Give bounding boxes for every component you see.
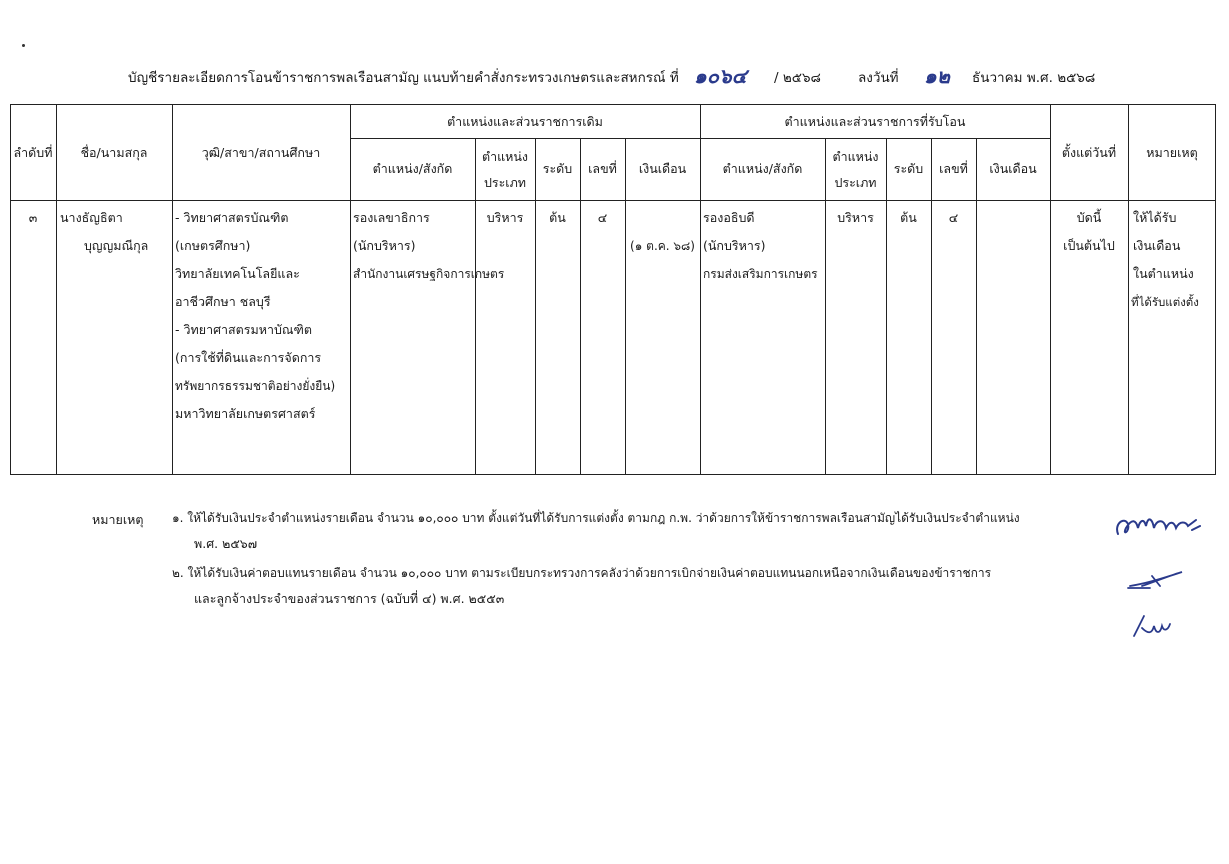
note-1-line-2: พ.ศ. ๒๕๖๗	[194, 536, 258, 551]
new-number: ๔	[948, 210, 959, 225]
note-1-line-1: ๑. ให้ได้รับเงินประจำตำแหน่งรายเดือน จำนวน ๑๐,๐๐๐ บาท ตั้งแต่วันที่ได้รับการแต่งตั้ง ตามกฎ ก.พ. ว่าด้วยการให้ข้าราชการพลเรือนสามัญได้รับเงินประจำตำแหน่ง	[172, 511, 1020, 525]
note-2-line-1: ๒. ให้ได้รับเงินค่าตอบแทนรายเดือน จำนวน ๑๐,๐๐๐ บาท ตามระเบียบกระทรวงการคลังว่าด้วยการเบิกจ่ายเงินค่าตอบแทนนอกเหนือจากเงินเดือนของข้าราชการ	[172, 566, 992, 580]
header-seq: ลำดับที่	[13, 145, 53, 160]
degree-line: (เกษตรศึกษา)	[175, 238, 251, 253]
title-month-year: ธันวาคม พ.ศ. ๒๕๖๘	[972, 70, 1096, 86]
signature-initials-2	[1124, 564, 1194, 594]
header-old-type-l1: ตำแหน่ง	[481, 149, 529, 164]
signature-initials-3	[1128, 610, 1188, 640]
header-remark: หมายเหตุ	[1146, 145, 1198, 160]
header-effective: ตั้งแต่วันที่	[1061, 145, 1117, 160]
new-position-line: รองอธิบดี	[703, 210, 755, 225]
header-new-type-l1: ตำแหน่ง	[832, 149, 879, 164]
header-old-group: ตำแหน่งและส่วนราชการเดิม	[447, 114, 603, 129]
old-position-line: (นักบริหาร)	[353, 238, 416, 253]
remark-line: ในตำแหน่ง	[1133, 266, 1194, 281]
degree-line: - วิทยาศาสตรบัณฑิต	[175, 210, 289, 225]
notes-label: หมายเหตุ	[92, 512, 144, 527]
header-old-type-l2: ประเภท	[483, 175, 527, 190]
row-seq: ๓	[28, 210, 38, 225]
header-new-position: ตำแหน่ง/สังกัด	[722, 161, 803, 176]
header-old-level: ระดับ	[542, 161, 573, 176]
old-type: บริหาร	[486, 210, 524, 225]
effective-l2: เป็นต้นไป	[1063, 238, 1115, 253]
old-number: ๔	[597, 210, 608, 225]
title-year: / ๒๕๖๘	[774, 70, 821, 86]
header-new-group: ตำแหน่งและส่วนราชการที่รับโอน	[784, 114, 966, 129]
header-new-salary: เงินเดือน	[989, 161, 1037, 176]
new-type: บริหาร	[837, 210, 874, 225]
old-position-line: รองเลขาธิการ	[353, 210, 430, 225]
header-new-type-l2: ประเภท	[834, 175, 877, 190]
transfer-table	[10, 104, 1216, 476]
old-salary: (๑ ต.ค. ๖๘)	[630, 239, 695, 253]
header-old-salary: เงินเดือน	[638, 161, 687, 176]
effective-l1: บัดนี้	[1076, 210, 1102, 225]
new-position-line: กรมส่งเสริมการเกษตร	[703, 267, 818, 281]
header-new-level: ระดับ	[893, 161, 924, 176]
order-number-handwritten: ๑๐๖๔	[694, 64, 747, 88]
header-new-number: เลขที่	[939, 161, 968, 176]
degree-line: มหาวิทยาลัยเกษตรศาสตร์	[175, 406, 316, 421]
note-2-line-2: และลูกจ้างประจำของส่วนราชการ (ฉบับที่ ๔) พ.ศ. ๒๕๕๓	[194, 591, 505, 606]
remark-line: ให้ได้รับ	[1133, 210, 1177, 225]
order-day-handwritten: ๑๒	[924, 64, 950, 88]
scan-speck	[22, 44, 25, 47]
degree-line: อาชีวศึกษา ชลบุรี	[175, 294, 271, 309]
row-name-last: บุญญมณีกุล	[84, 238, 149, 253]
remark-line: ที่ได้รับแต่งตั้ง	[1131, 295, 1199, 309]
new-position-line: (นักบริหาร)	[703, 238, 766, 253]
degree-line: - วิทยาศาสตรมหาบัณฑิต	[175, 322, 313, 337]
signature-initials-1	[1112, 506, 1212, 546]
degree-line: วิทยาลัยเทคโนโลยีและ	[175, 266, 300, 281]
degree-line: (การใช้ที่ดินและการจัดการ	[175, 350, 322, 365]
degree-line: ทรัพยากรธรรมชาติอย่างยั่งยืน)	[175, 379, 336, 393]
new-level: ต้น	[900, 210, 917, 225]
old-position-line: สำนักงานเศรษฐกิจการเกษตร	[353, 267, 505, 281]
row-name-first: นางธัญธิตา	[60, 210, 123, 225]
old-level: ต้น	[549, 210, 566, 225]
title-date-label: ลงวันที่	[858, 70, 899, 86]
remark-line: เงินเดือน	[1133, 238, 1181, 253]
header-old-position: ตำแหน่ง/สังกัด	[372, 161, 453, 176]
header-old-number: เลขที่	[588, 161, 617, 176]
title-prefix: บัญชีรายละเอียดการโอนข้าราชการพลเรือนสามัญ แนบท้ายคำสั่งกระทรวงเกษตรและสหกรณ์ ที่	[128, 70, 679, 86]
header-name: ชื่อ/นามสกุล	[80, 145, 148, 160]
header-degree: วุฒิ/สาขา/สถานศึกษา	[201, 145, 321, 160]
document-title	[0, 62, 1229, 90]
